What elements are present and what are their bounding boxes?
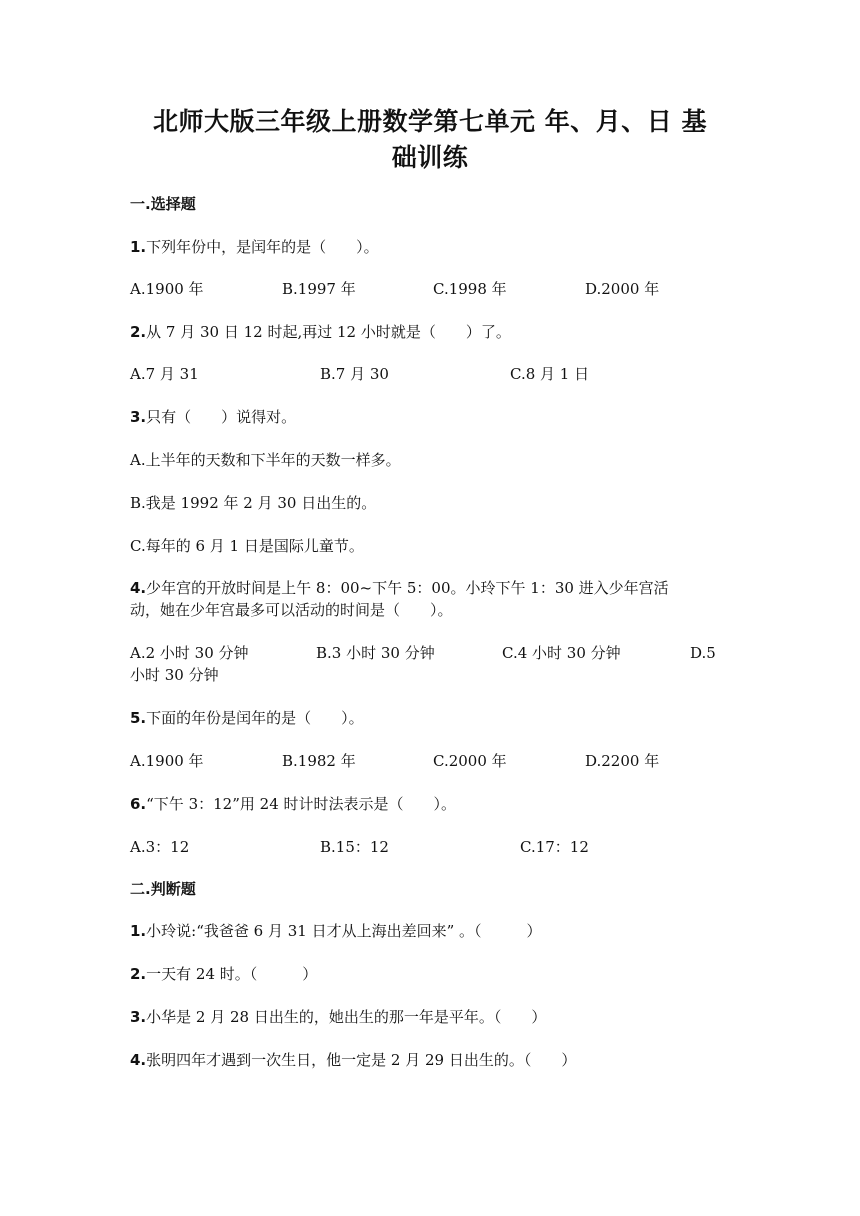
question-text: 下列年份中，是闰年的是（ ）。 [146, 238, 379, 256]
question-1 [130, 236, 730, 258]
option-b: B.1982 年 [282, 752, 356, 770]
option-a: A.上半年的天数和下半年的天数一样多。 [130, 451, 401, 469]
option-b: B.我是 1992 年 2 月 30 日出生的。 [130, 494, 377, 512]
question-6 [130, 793, 730, 815]
option-b: B.1997 年 [282, 280, 356, 298]
question-text-line-1: 少年宫的开放时间是上午 8：00~下午 5：00。小玲下午 1：30 进入少年宫活 [146, 579, 669, 597]
option-c: C.8 月 1 日 [510, 365, 590, 383]
question-text: 小玲说:“我爸爸 6 月 31 日才从上海出差回来” 。（ ） [146, 922, 542, 940]
option-c: C.每年的 6 月 1 日是国际儿童节。 [130, 537, 364, 555]
question-text: 从 7 月 30 日 12 时起,再过 12 小时就是（ ）了。 [146, 323, 511, 341]
question-number: 5. [130, 709, 147, 727]
title-line-1: 北师大版三年级上册数学第七单元 年、月、日 基 [153, 107, 707, 136]
question-4 [130, 577, 730, 599]
question-4-continued: 动，她在少年宫最多可以活动的时间是（ ）。 [130, 601, 453, 619]
option-a: A.7 月 31 [130, 365, 199, 383]
question-number: 3. [130, 408, 147, 426]
question-number: 1. [130, 922, 147, 940]
question-text: 一天有 24 时。（ ） [146, 965, 318, 983]
option-a: A.1900 年 [130, 280, 204, 298]
option-a: A.2 小时 30 分钟 [130, 644, 249, 662]
question-text: 小华是 2 月 28 日出生的，她出生的那一年是平年。（ ） [146, 1008, 547, 1026]
question-number: 2. [130, 965, 147, 983]
question-text: 只有（ ）说得对。 [146, 408, 297, 426]
option-d: D.2200 年 [585, 752, 660, 770]
question-text: “下午 3：12”用 24 时计时法表示是（ ）。 [146, 795, 457, 813]
option-d: D.5 [690, 644, 716, 662]
question-text: 张明四年才遇到一次生日，他一定是 2 月 29 日出生的。（ ） [146, 1051, 577, 1069]
option-c: C.1998 年 [433, 280, 507, 298]
question-number: 6. [130, 795, 147, 813]
title-line-2: 础训练 [391, 143, 469, 172]
question-number: 4. [130, 1051, 147, 1069]
judgment-2 [130, 963, 730, 985]
judgment-4 [130, 1049, 730, 1071]
option-a: A.3：12 [130, 838, 190, 856]
question-5 [130, 707, 730, 729]
page-title [130, 104, 730, 176]
judgment-1 [130, 920, 730, 942]
option-c: C.4 小时 30 分钟 [502, 644, 621, 662]
option-a: A.1900 年 [130, 752, 204, 770]
option-b: B.15：12 [320, 838, 389, 856]
option-c: C.17：12 [520, 838, 589, 856]
question-number: 3. [130, 1008, 147, 1026]
option-b: B.7 月 30 [320, 365, 389, 383]
judgment-3 [130, 1006, 730, 1028]
question-number: 2. [130, 323, 147, 341]
question-text: 下面的年份是闰年的是（ ）。 [146, 709, 364, 727]
question-number: 1. [130, 238, 147, 256]
section-heading-choice: 一.选择题 [130, 195, 196, 213]
option-d: D.2000 年 [585, 280, 660, 298]
question-number: 4. [130, 579, 147, 597]
question-2 [130, 321, 730, 343]
question-3 [130, 406, 730, 428]
option-b: B.3 小时 30 分钟 [316, 644, 435, 662]
section-heading-judgment: 二.判断题 [130, 880, 196, 898]
option-d-continued: 小时 30 分钟 [130, 666, 219, 684]
option-c: C.2000 年 [433, 752, 507, 770]
